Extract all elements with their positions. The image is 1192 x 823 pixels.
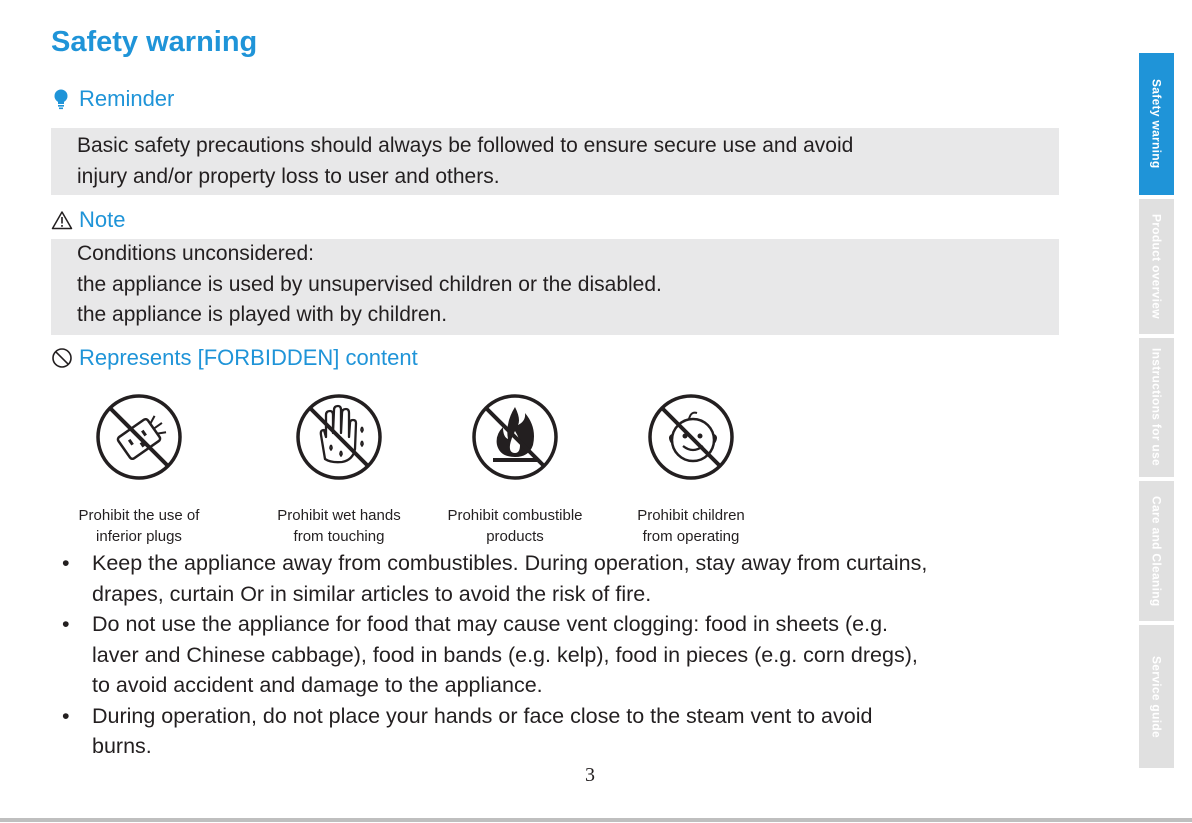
note-box [51,239,1059,335]
note-text-line: the appliance is used by unsupervised children or the disabled. [77,272,662,296]
bullet-line: drapes, curtain Or in similar articles to avoid the risk of fire. [92,581,652,606]
tab-label: Care and Cleaning [1149,495,1164,607]
prohibited-icon [51,347,75,369]
reminder-box [51,128,1059,195]
bullet-dot: • [62,551,70,575]
list-item [62,701,1072,762]
prohibit-wet-hands [254,393,424,547]
list-item [62,609,1072,701]
caption-line: Prohibit children [637,507,745,524]
lightbulb-icon [51,88,75,110]
icon-caption [606,505,776,547]
tab-label: Product overview [1149,214,1164,319]
tab-service-guide[interactable] [1139,625,1174,768]
prohibit-inferior-plugs [54,393,224,547]
caption-line: Prohibit the use of [78,507,200,524]
caption-line: products [486,528,544,545]
tab-label: Instructions for use [1149,348,1164,467]
bullet-line: Do not use the appliance for food that may cause vent clogging: food in sheets (e.g. [92,612,889,636]
forbidden-label: Represents [FORBIDDEN] content [79,345,418,370]
icon-caption [54,505,224,547]
note-text-line: the appliance is played with by children. [77,303,448,326]
note-text-line: Conditions unconsidered: [77,242,314,265]
page-number: 3 [585,764,595,786]
prohibit-children [606,393,776,547]
reminder-text-line: Basic safety precautions should always be followed to ensure secure use and avoid [77,134,854,157]
tab-instructions-for-use[interactable] [1139,338,1174,477]
prohibit-combustible [430,393,600,547]
bottom-divider [0,818,1192,822]
bullet-line: Keep the appliance away from combustibles. During operation, stay away from curtains, [92,551,928,575]
reminder-heading [51,86,174,112]
tab-label: Safety warning [1149,79,1164,169]
bullet-dot: • [62,703,70,728]
reminder-text-line: injury and/or property loss to user and others. [77,164,500,188]
note-label: Note [79,207,126,232]
bullet-line: laver and Chinese cabbage), food in bands (e.g. kelp), food in pieces (e.g. corn dregs), [92,642,918,667]
list-item [62,548,1072,609]
bullet-line: to avoid accident and damage to the appliance. [92,673,543,697]
bullet-line: burns. [92,734,152,758]
forbidden-heading [51,345,418,371]
warning-triangle-icon [51,210,75,230]
tab-product-overview[interactable] [1139,199,1174,334]
caption-line: Prohibit combustible [447,507,583,524]
caption-line: Prohibit wet hands [277,507,401,524]
note-heading [51,207,125,233]
icon-caption [430,505,600,547]
caption-line: from operating [642,528,740,545]
page-title: Safety warning [51,26,258,58]
icon-caption [254,505,424,547]
caption-line: from touching [293,528,385,545]
fire-prohibited-icon [471,393,559,481]
child-prohibited-icon [647,393,735,481]
caption-line: inferior plugs [96,528,182,545]
bullet-dot: • [62,612,70,636]
tab-safety-warning[interactable] [1139,53,1174,195]
safety-bullet-list [62,548,1072,762]
reminder-label: Reminder [79,86,175,111]
inferior-plug-prohibited-icon [95,393,183,481]
tab-label: Service guide [1149,655,1164,738]
wet-hand-prohibited-icon [295,393,383,481]
tab-care-and-cleaning[interactable] [1139,481,1174,621]
bullet-line: During operation, do not place your hands or face close to the steam vent to avoid [92,703,873,728]
